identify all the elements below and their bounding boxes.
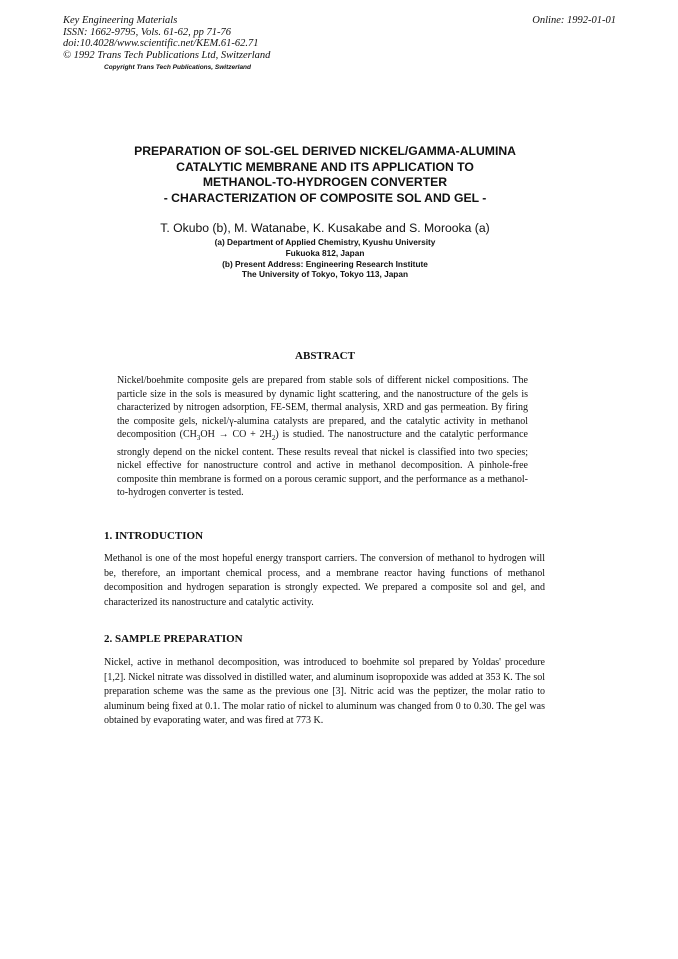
paper-title <box>100 144 550 206</box>
online-date: Online: 1992-01-01 <box>532 15 616 26</box>
title-line: PREPARATION OF SOL-GEL DERIVED NICKEL/GAMMA-ALUMINA <box>134 144 516 158</box>
publication-metadata <box>63 15 270 74</box>
section-heading-sample-preparation: 2. SAMPLE PREPARATION <box>104 633 243 645</box>
affiliation-line: The University of Tokyo, Tokyo 113, Japan <box>241 269 409 280</box>
section-heading-introduction: 1. INTRODUCTION <box>104 530 204 542</box>
section-text-introduction: Methanol is one of the most hopeful energy transport carriers. The conversion of methanol to hydrogen will be, therefore, an important chemical process, and a membrane reactor having functions of methanol decomposition and hydrogen separation is strongly expected. We prepared a composite sol and gel, and characterized its nanostructure and catalytic activity. <box>104 553 545 608</box>
copyright-line: © 1992 Trans Tech Publications Ltd, Switzerland <box>63 49 271 61</box>
doi-line: doi:10.4028/www.scientific.net/KEM.61-62.71 <box>63 38 259 49</box>
affiliations <box>100 237 550 280</box>
title-line: METHANOL-TO-HYDROGEN CONVERTER <box>202 175 448 189</box>
issn-line: ISSN: 1662-9795, Vols. 61-62, pp 71-76 <box>63 26 231 38</box>
title-line: CATALYTIC MEMBRANE AND ITS APPLICATION TO <box>176 159 474 174</box>
affiliation-line: Fukuoka 812, Japan <box>285 247 365 258</box>
abstract-heading: ABSTRACT <box>295 350 355 362</box>
affiliation-line: (b) Present Address: Engineering Research Institute <box>222 258 428 269</box>
abstract-text: Nickel/boehmite composite gels are prepared from stable sols of different nickel compositions. The particle size in the sols is measured by dynamic light scattering, and the nanostructure of the gels is characterized by nitrogen adsorption, FE-SEM, thermal analysis, XRD and gas permeation. By firing the composite gels, nickel/γ-alumina catalysts are prepared, and the catalytic activity in methanol decomposition ($CH_3OH$ → CO + $2H_2$) is studied. The nanostructure and the catalytic performance strongly depend on the nickel content. These results reveal that nickel is classified into two species; nickel effective for nanostructure control and active in methanol decomposition. A pinhole-free composite thin membrane is formed on a porous ceramic support, and the performance as a methanol-to-hydrogen converter is tested. <box>117 375 528 498</box>
authors: T. Okubo (b), M. Watanabe, K. Kusakabe and S. Morooka (a) <box>160 221 490 235</box>
copyright-small: Copyright Trans Tech Publications, Switzerland <box>104 64 251 71</box>
affiliation-line: (a) Department of Applied Chemistry, Kyushu University <box>214 237 436 247</box>
title-line: - CHARACTERIZATION OF COMPOSITE SOL AND GEL - <box>163 190 487 205</box>
section-text-sample-preparation: Nickel, active in methanol decomposition, was introduced to boehmite sol prepared by Yoldas' procedure [1,2]. Nickel nitrate was dissolved in distilled water, and aluminum isopropoxide was added at 353 K. The sol preparation scheme was the same as the previous one [3]. Nitric acid was the peptizer, the molar ratio to aluminum being fixed at 0.1. The molar ratio of nickel to aluminum was changed from 0 to 0.30. The gel was obtained by evaporating water, and was fired at 773 K. <box>104 657 545 726</box>
journal-name: Key Engineering Materials <box>63 15 178 26</box>
